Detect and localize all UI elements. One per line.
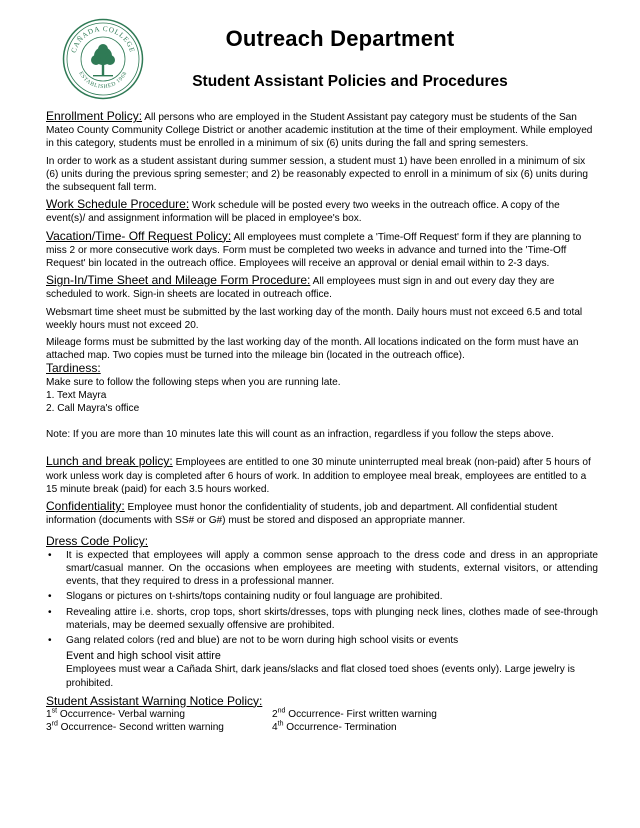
list-item: • Gang related colors (red and blue) are not to be worn during high school visits or events [66,634,598,647]
page-title: Outreach Department [225,26,455,51]
tardiness-note: Note: If you are more than 10 minutes late this will count as an infraction, regardless if you follow the steps above. [46,429,554,441]
occurrence-3: 3rd Occurrence- Second written warning [46,720,224,734]
vacation-text: All employees must complete a 'Time-Off Request' form if they are planning to miss 2 or more consecutive work days. Form must be completed two weeks in advance and turned into the 'Time-Off Request' bin located in the outreach office. Employees will receive an approval or denial email within to 2-3 days. [46,231,582,270]
tardiness-step-1: 1. Text Mayra [46,389,107,401]
list-item: • Slogans or pictures on t-shirts/tops containing nudity or foul language are prohibited. [66,590,598,603]
work-schedule-heading: Work Schedule Procedure: [46,197,190,212]
warning-section [46,695,598,735]
tardiness-intro: Make sure to follow the following steps when you are running late. [46,376,341,388]
occurrence-1: 1st Occurrence- Verbal warning [46,707,185,720]
tardiness-heading: Tardiness: [46,361,101,376]
warning-occurrences [46,708,598,734]
tree-icon [91,44,115,76]
enrollment-heading: Enrollment Policy: [46,109,143,123]
warning-heading: Student Assistant Warning Notice Policy: [46,693,263,708]
occurrence-2: 2nd Occurrence- First written warning [272,707,437,720]
confidentiality-text: Employee must honor the confidentiality of students, job and department. All confidential student information (documents with SS# or G#) must be stored and disposed an appropriate manner. [46,502,558,527]
dress-code-heading: Dress Code Policy: [46,534,149,549]
dress-code-list [46,549,598,647]
lunch-heading: Lunch and break policy: [46,454,173,469]
list-item: • Revealing attire i.e. shorts, crop tops, short skirts/dresses, tops with plunging neck lines, clothes made of see-through materials, may be deemed sexually offensive are prohibited. [66,606,598,632]
college-seal-logo [62,18,144,100]
signin-text-2: Websmart time sheet must be submitted by the last working day of the month. Daily hours must not exceed 6.5 and total weekly hours must not exceed 20. [46,306,583,331]
confidentiality-section [46,500,598,527]
enrollment-text-2: In order to work as a student assistant during summer session, a student must 1) have been enrolled in a minimum of six (6) units during the previous spring semester; and 2) be reasonably expected to enroll in a minimum of six (6) units during the subsequent fall term. [46,155,588,194]
tardiness-step-2: 2. Call Mayra's office [46,403,140,415]
signin-section [46,274,598,301]
enrollment-text-1: All persons who are employed in the Student Assistant pay category must be students of the San Mateo County Community College District or another academic institution at the time of their employment. While employed in this category, students must be enrolled in a minimum of six (6) units during the fall and spring semesters. [46,112,593,150]
work-schedule-text: Work schedule will be posted every two weeks in the outreach office. A copy of the event(s)/ and assignment information will be placed in employee's box. [46,200,560,225]
signin-text-1: All employees must sign in and out every day they are scheduled to work. Sign-in sheets are located in outreach office. [46,276,555,301]
signin-text-3: Mileage forms must be submitted by the last working day of the month. All locations indicated on the form must have an attached map. Two copies must be turned into the mileage bin (located in the outreach office). [46,337,579,362]
event-attire-title: Event and high school visit attire [66,650,221,663]
svg-text:ESTABLISHED 1968: ESTABLISHED 1968 [77,70,129,91]
signin-heading: Sign-In/Time Sheet and Mileage Form Procedure: [46,273,311,288]
work-schedule-section [46,198,598,225]
tardiness-section [46,362,598,441]
vacation-section [46,230,598,271]
svg-text:CAÑADA COLLEGE: CAÑADA COLLEGE [69,24,137,54]
lunch-text: Employees are entitled to one 30 minute uninterrupted meal break (non-paid) after 5 hours of work unless work day is completed after 6 hours of work. In addition to employee meal break, employees are entitled to a 15 minute break (paid) for each 3.5 hours worked. [46,457,591,495]
occurrence-4: 4th Occurrence- Termination [272,720,397,734]
event-attire-text: Employees must wear a Cañada Shirt, dark jeans/slacks and flat closed toed shoes (events only). Large jewelry is prohibited. [66,664,575,689]
dress-code-section [46,535,598,689]
confidentiality-heading: Confidentiality: [46,499,125,514]
lunch-section [46,455,598,496]
policy-document [46,110,598,734]
event-attire-block [46,650,598,690]
list-item: • It is expected that employees will apply a common sense approach to the dress code and dress in an appropriate smart/casual manner. On the occasions when employees are meeting with students, external visitors, or attending events, that they required to dress in a professional manner. [66,549,598,589]
enrollment-section [46,110,598,151]
vacation-heading: Vacation/Time- Off Request Policy: [46,228,232,243]
page-subtitle: Student Assistant Policies and Procedures [192,73,508,90]
